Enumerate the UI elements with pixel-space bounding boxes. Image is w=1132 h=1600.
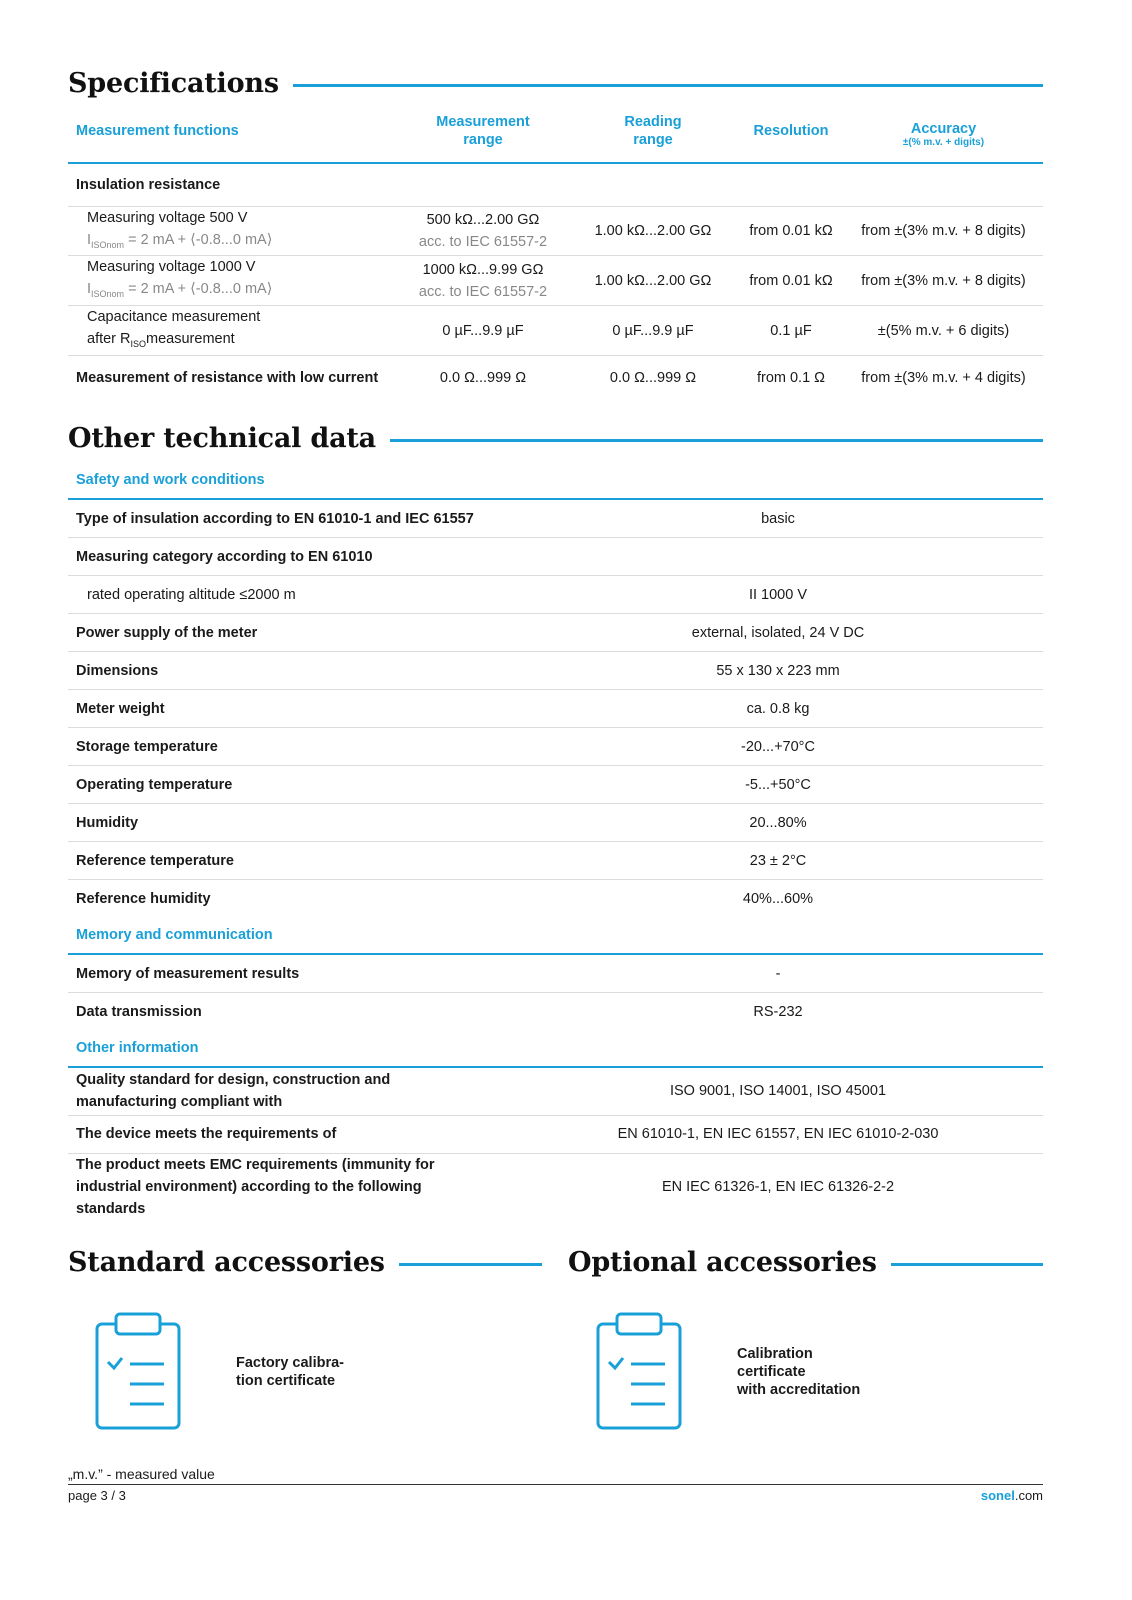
clipboard-icon <box>94 1312 184 1432</box>
tech-row <box>68 880 1043 918</box>
spec-header-row <box>68 100 1043 163</box>
spec-reading-cell: 1.00 kΩ...2.00 GΩ <box>568 206 738 256</box>
section-rule <box>399 1263 542 1266</box>
spec-function-cell <box>68 206 398 256</box>
tech-value: 20...80% <box>513 804 1043 842</box>
spec-row-capacitance <box>68 306 1043 356</box>
optional-accessories-header <box>568 1247 1043 1278</box>
spec-function-cell <box>68 256 398 306</box>
group-insulation-resistance: Insulation resistance <box>68 163 1043 206</box>
tech-label: Dimensions <box>68 652 513 690</box>
tech-label: rated operating altitude ≤2000 m <box>68 576 513 614</box>
tech-row <box>68 538 1043 576</box>
spec-function-line2 <box>87 232 272 248</box>
tech-label: Reference humidity <box>76 890 211 907</box>
tech-label: Data transmission <box>76 1003 202 1020</box>
tech-value: -20...+70°C <box>513 728 1043 766</box>
section-rule <box>390 439 1043 442</box>
current-subscript: ISOnom <box>91 289 125 300</box>
tech-value: external, isolated, 24 V DC <box>513 614 1043 652</box>
optional-accessory-label: Calibration certificate with accreditation <box>737 1346 861 1398</box>
category-row <box>68 1030 1043 1067</box>
spec-accuracy-cell: from ±(3% m.v. + 8 digits) <box>844 206 1043 256</box>
header-range-line1: Measurement <box>436 114 530 130</box>
spec-range-cell: 0 µF...9.9 µF <box>398 306 568 356</box>
category-memory: Memory and communication <box>68 917 1043 954</box>
spec-range-line1: 1000 kΩ...9.99 GΩ <box>422 261 544 278</box>
spec-row <box>68 256 1043 306</box>
tech-value: EN 61010-1, EN IEC 61557, EN IEC 61010-2-030 <box>513 1115 1043 1153</box>
tech-row <box>68 652 1043 690</box>
brand-bold: sonel <box>980 1488 1015 1503</box>
tech-label: Storage temperature <box>68 728 513 766</box>
spec-accuracy-cell: from ±(3% m.v. + 4 digits) <box>861 369 1026 386</box>
tech-row <box>68 1067 1043 1115</box>
capacitance-line2-rest: measurement <box>146 331 235 348</box>
current-subscript: ISOnom <box>91 239 125 250</box>
standard-accessory-item <box>94 1312 344 1432</box>
tech-value: ISO 9001, ISO 14001, ISO 45001 <box>513 1067 1043 1115</box>
tech-row <box>68 690 1043 728</box>
spec-resolution-cell: from 0.1 Ω <box>756 369 826 386</box>
spec-function-line1: Measuring voltage 500 V <box>87 209 248 226</box>
category-row <box>68 917 1043 954</box>
header-accuracy <box>844 100 1043 163</box>
spec-row <box>68 206 1043 256</box>
spec-range-line2: acc. to IEC 61557-2 <box>418 283 548 300</box>
spec-group-row <box>68 163 1043 206</box>
tech-value: -5...+50°C <box>513 766 1043 804</box>
spec-function-line1: Measuring voltage 1000 V <box>87 259 256 276</box>
tech-value: - <box>513 954 1043 993</box>
tech-row <box>68 1153 1043 1220</box>
tech-row <box>68 766 1043 804</box>
tech-row <box>68 804 1043 842</box>
footer-note: „m.v.” - measured value <box>68 1466 215 1482</box>
header-reading-line2: range <box>633 132 673 148</box>
tech-row <box>68 728 1043 766</box>
spec-range-cell <box>398 206 568 256</box>
header-resolution: Resolution <box>738 100 844 163</box>
header-reading-line1: Reading <box>624 114 682 130</box>
datasheet-page <box>68 0 1064 1600</box>
technical-table <box>68 462 1043 1220</box>
specifications-table <box>68 100 1043 400</box>
technical-header <box>68 423 1043 454</box>
tech-row <box>68 1115 1043 1153</box>
specifications-title: Specifications <box>68 68 279 99</box>
section-rule <box>891 1263 1043 1266</box>
tech-value: basic <box>513 499 1043 538</box>
current-value: = 2 mA + ⟨-0.8...0 mA⟩ <box>124 231 273 248</box>
header-accuracy-sub: ±(% m.v. + digits) <box>902 137 985 148</box>
spec-reading-cell: 0 µF...9.9 µF <box>568 306 738 356</box>
tech-label: The device meets the requirements of <box>68 1115 513 1153</box>
brand-link[interactable] <box>981 1488 1043 1503</box>
optional-accessories-title: Optional accessories <box>568 1247 877 1278</box>
tech-label: Reference temperature <box>68 842 513 880</box>
current-symbol: I <box>87 231 92 248</box>
tech-label: Operating temperature <box>68 766 513 804</box>
tech-value: 55 x 130 x 223 mm <box>513 652 1043 690</box>
tech-label: Humidity <box>68 804 513 842</box>
section-rule <box>293 84 1043 87</box>
spec-reading-cell: 0.0 Ω...999 Ω <box>609 369 697 386</box>
header-measurement-range <box>398 100 568 163</box>
category-other: Other information <box>68 1030 1043 1067</box>
page-number: page 3 / 3 <box>68 1488 126 1503</box>
spec-function-line2 <box>87 281 273 300</box>
spec-row-low-current <box>68 356 1043 400</box>
optional-accessory-item <box>595 1312 860 1432</box>
clipboard-icon <box>595 1312 685 1432</box>
tech-value: 23 ± 2°C <box>513 842 1043 880</box>
tech-row <box>68 499 1043 538</box>
tech-label: Quality standard for design, construction and manufacturing compliant with <box>68 1067 513 1115</box>
tech-label: Memory of measurement results <box>68 954 513 993</box>
tech-row <box>68 614 1043 652</box>
current-value: = 2 mA + ⟨-0.8...0 mA⟩ <box>124 281 273 298</box>
header-reading-range <box>568 100 738 163</box>
tech-value: II 1000 V <box>513 576 1043 614</box>
spec-resolution-cell: from 0.01 kΩ <box>738 206 844 256</box>
brand-rest: .com <box>1014 1488 1043 1503</box>
spec-range-cell <box>398 256 568 306</box>
category-row <box>68 462 1043 499</box>
tech-value: ca. 0.8 kg <box>513 690 1043 728</box>
capacitance-line2-prefix: after R <box>87 331 131 348</box>
capacitance-line2-sub: ISO <box>130 339 147 350</box>
tech-row <box>68 842 1043 880</box>
tech-row <box>68 993 1043 1031</box>
tech-value: 40%...60% <box>742 890 814 907</box>
tech-label: Power supply of the meter <box>68 614 513 652</box>
spec-reading-cell: 1.00 kΩ...2.00 GΩ <box>568 256 738 306</box>
tech-value: RS-232 <box>753 1003 803 1020</box>
capacitance-line2 <box>87 331 235 350</box>
technical-title: Other technical data <box>68 423 376 454</box>
spec-accuracy-cell: ±(5% m.v. + 6 digits) <box>844 306 1043 356</box>
tech-label: Measuring category according to EN 61010 <box>68 538 1043 576</box>
header-functions: Measurement functions <box>68 100 398 163</box>
spec-range-cell: 0.0 Ω...999 Ω <box>439 369 527 386</box>
spec-range-line2: acc. to IEC 61557-2 <box>418 233 548 250</box>
spec-accuracy-cell: from ±(3% m.v. + 8 digits) <box>844 256 1043 306</box>
footer-rule <box>68 1484 1043 1485</box>
capacitance-function-cell <box>68 306 398 356</box>
header-range-line2: range <box>463 132 503 148</box>
standard-accessories-title: Standard accessories <box>68 1247 385 1278</box>
tech-row <box>68 954 1043 993</box>
header-accuracy-label: Accuracy <box>910 121 977 137</box>
tech-label: The product meets EMC requirements (immunity for industrial environment) according to the following standards <box>76 1156 435 1217</box>
standard-accessory-label: Factory calibra- tion certificate <box>236 1355 344 1389</box>
category-safety: Safety and work conditions <box>68 462 1043 499</box>
specifications-header <box>68 68 1043 99</box>
standard-accessories-header <box>68 1247 542 1278</box>
capacitance-line1: Capacitance measurement <box>87 309 261 326</box>
tech-label: Type of insulation according to EN 61010-1 and IEC 61557 <box>68 499 513 538</box>
current-symbol: I <box>87 281 92 298</box>
spec-resolution-cell: from 0.01 kΩ <box>738 256 844 306</box>
tech-label: Meter weight <box>68 690 513 728</box>
tech-value: EN IEC 61326-1, EN IEC 61326-2-2 <box>661 1178 895 1195</box>
spec-resolution-cell: 0.1 µF <box>738 306 844 356</box>
tech-row <box>68 576 1043 614</box>
spec-range-line1: 500 kΩ...2.00 GΩ <box>426 211 540 228</box>
low-current-label: Measurement of resistance with low current <box>76 369 379 386</box>
